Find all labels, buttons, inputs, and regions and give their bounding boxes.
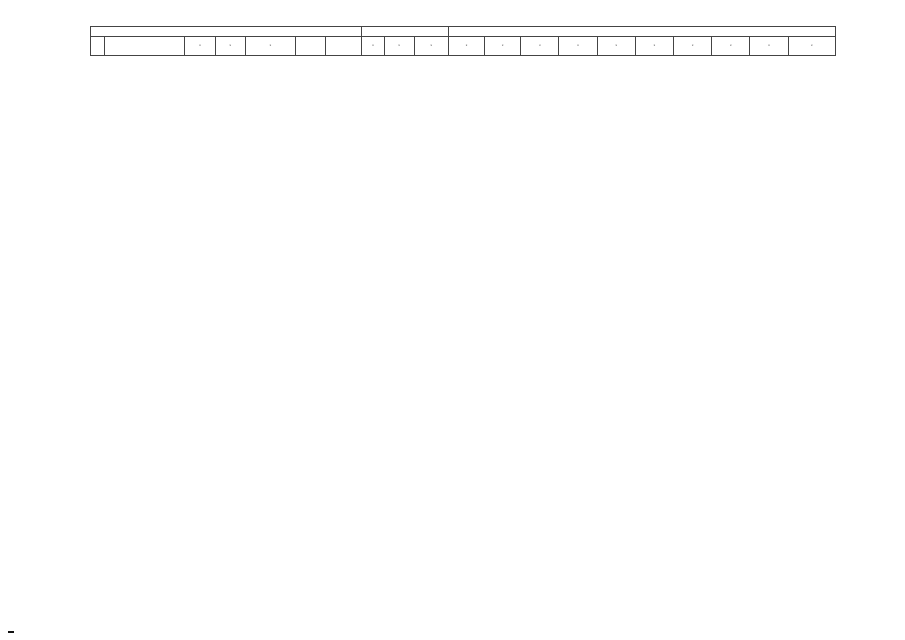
header-years [448,27,835,37]
event-number [91,37,105,56]
event-row: х х х х х х х х х х х х х х х х [91,37,836,56]
event-period [296,37,326,56]
header-group-row [91,27,836,37]
event-label [105,37,185,56]
event-executor [326,37,362,56]
program-table-sheet [90,26,836,56]
header-kbk [362,27,448,37]
margin-mark [8,631,14,633]
program-table [90,26,836,56]
